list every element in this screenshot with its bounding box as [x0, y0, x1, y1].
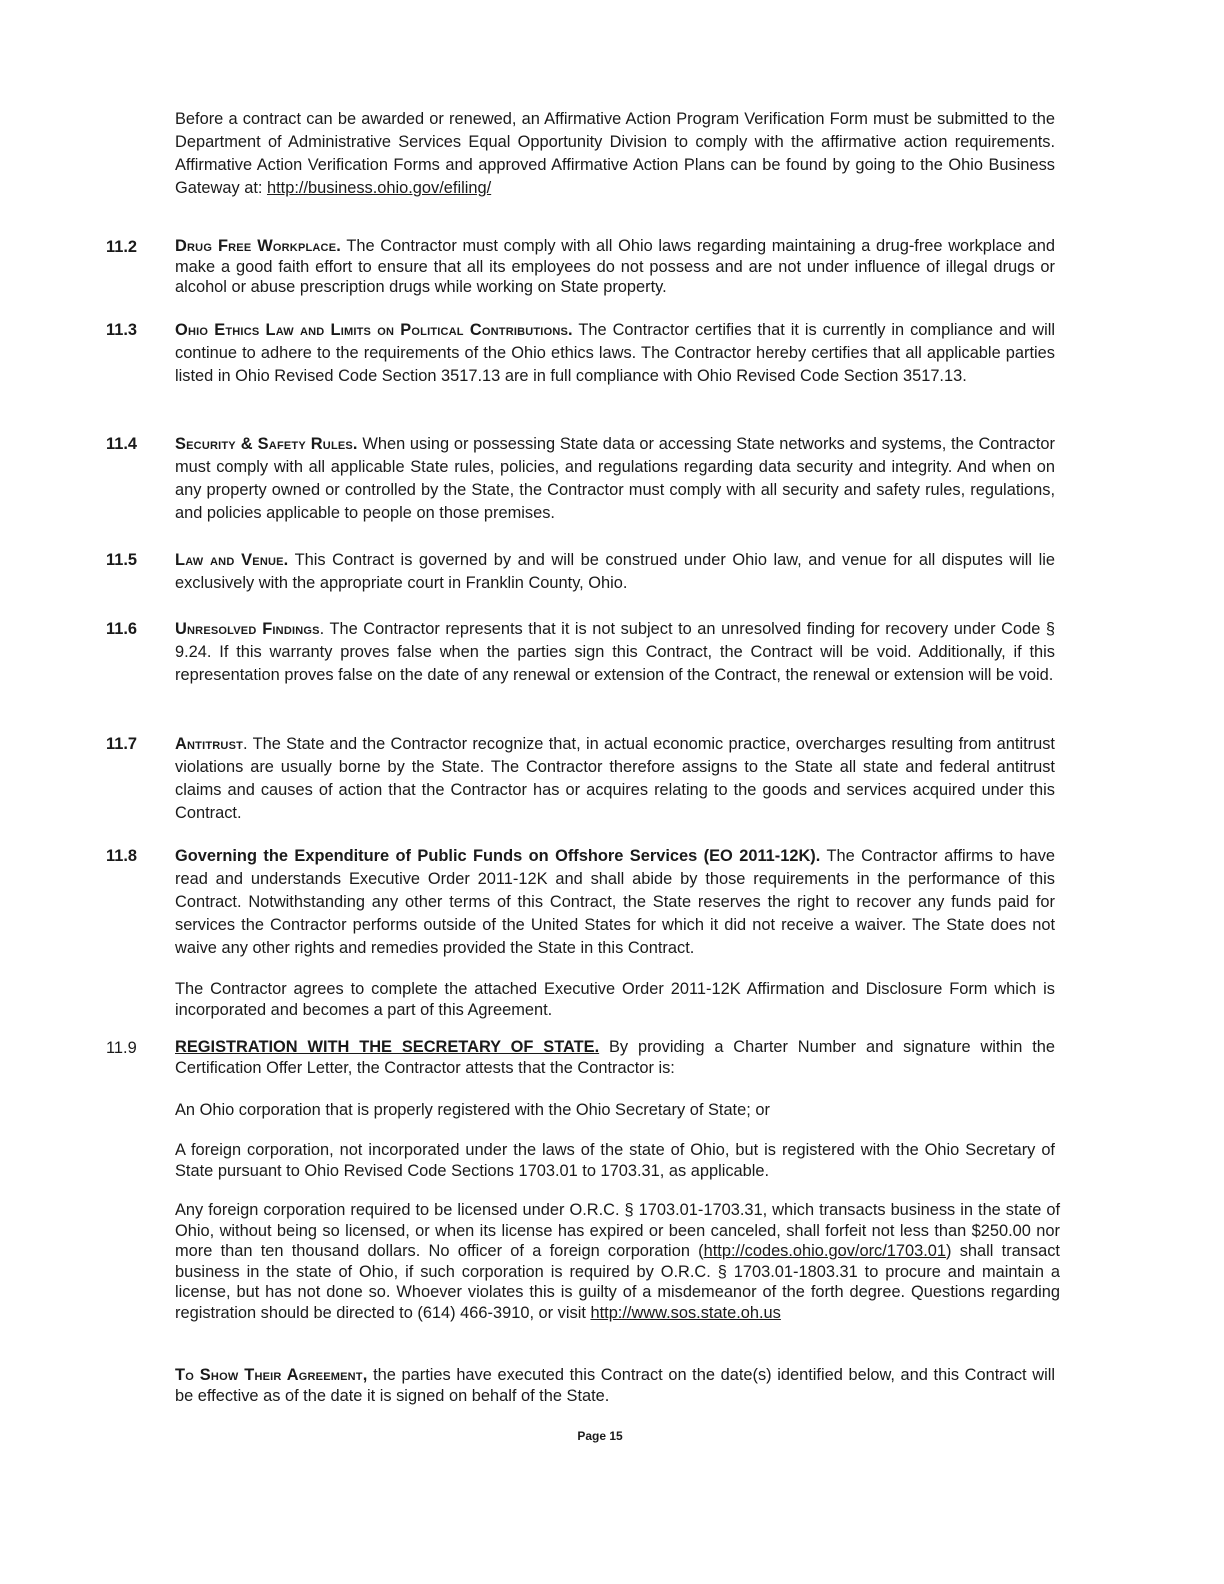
section-title: Unresolved Findings	[175, 620, 320, 638]
intro-paragraph: Before a contract can be awarded or renewed, an Affirmative Action Program Verification Form must be submitted to the Department of Administrative Services Equal Opportunity Division to comply with the affirmative action requirements. Affirmative Action Verification Forms and approved Affirmative Action Plans can be found by going to the Ohio Business Gateway at: http://business.ohio.gov/efiling/	[175, 110, 1055, 197]
section-title: REGISTRATION WITH THE SECRETARY OF STATE.	[175, 1038, 600, 1056]
section-11-4: Security & Safety Rules. When using or possessing State data or accessing State networks and systems, the Contractor must comply with all applicable State rules, policies, and regulations regarding data security and integrity. And when on any property owned or controlled by the State, the Contractor must comply with all security and safety rules, regulations, and policies applicable to people on those premises.	[175, 435, 1055, 522]
section-11-3: Ohio Ethics Law and Limits on Political Contributions. The Contractor certifies that it is currently in compliance and will continue to adhere to the requirements of the Ohio ethics laws. The Contractor hereby certifies that all applicable parties listed in Ohio Revised Code Section 3517.13 are in full compliance with Ohio Revised Code Section 3517.13.	[175, 321, 1055, 385]
section-number-11-4: 11.4	[106, 435, 137, 453]
section-title: Antitrust	[175, 735, 244, 753]
orc-1703-link[interactable]: http://codes.ohio.gov/orc/1703.01	[703, 1242, 947, 1260]
section-11-6: Unresolved Findings. The Contractor represents that it is not subject to an unresolved finding for recovery under Code § 9.24. If this warranty proves false when the parties sign this Contract, the Contract will be void. Additionally, if this representation proves false on the date of any renewal or extension of the Contract, the renewal or extension will be void.	[175, 620, 1055, 684]
business-gateway-link[interactable]: http://business.ohio.gov/efiling/	[267, 179, 492, 197]
section-title: Drug Free Workplace.	[175, 237, 341, 255]
section-number-11-5: 11.5	[106, 551, 137, 569]
agreement-paragraph: To Show Their Agreement, the parties have executed this Contract on the date(s) identified below, and this Contract will be effective as of the date it is signed on behalf of the State.	[175, 1366, 1055, 1405]
section-title: Ohio Ethics Law and Limits on Political Contributions.	[175, 321, 573, 339]
section-title: Law and Venue.	[175, 551, 289, 569]
section-11-8: Governing the Expenditure of Public Funds on Offshore Services (EO 2011-12K). The Contractor affirms to have read and understands Executive Order 2011-12K and shall abide by those requirements in the performance of this Contract. Notwithstanding any other terms of this Contract, the State reserves the right to recover any funds paid for services the Contractor performs outside of the United States for which it did not receive a waiver. The State does not waive any other rights and remedies provided the State in this Contract.	[175, 847, 1056, 957]
agreement-title: To Show Their Agreement,	[175, 1366, 368, 1384]
section-number-11-8: 11.8	[106, 847, 137, 865]
section-11-7: Antitrust. The State and the Contractor recognize that, in actual economic practice, overcharges resulting from antitrust violations are usually borne by the State. The Contractor therefore assigns to the State all state and federal antitrust claims and causes of action that the Contractor has or acquires relating to the goods and services acquired under this Contract.	[175, 735, 1055, 822]
section-11-8-paragraph-2: The Contractor agrees to complete the attached Executive Order 2011-12K Affirmation and Disclosure Form which is incorporated and becomes a part of this Agreement.	[175, 980, 1055, 1019]
section-11-9-paragraph-3: A foreign corporation, not incorporated under the laws of the state of Ohio, but is registered with the Ohio Secretary of State pursuant to Ohio Revised Code Sections 1703.01 to 1703.31, as applicable.	[175, 1141, 1055, 1180]
section-11-9: REGISTRATION WITH THE SECRETARY OF STATE. By providing a Charter Number and signature within the Certification Offer Letter, the Contractor attests that the Contractor is:	[175, 1038, 1055, 1077]
page-number: Page 15	[577, 1429, 623, 1443]
section-number-11-7: 11.7	[106, 735, 137, 753]
sos-website-link[interactable]: http://www.sos.state.oh.us	[590, 1303, 781, 1322]
section-11-5: Law and Venue. This Contract is governed by and will be construed under Ohio law, and venue for all disputes will lie exclusively with the appropriate court in Franklin County, Ohio.	[175, 551, 1055, 592]
section-number-11-2: 11.2	[106, 238, 137, 256]
section-number-11-3: 11.3	[106, 321, 137, 339]
section-number-11-6: 11.6	[106, 620, 137, 638]
section-11-2: Drug Free Workplace. The Contractor must comply with all Ohio laws regarding maintaining a drug-free workplace and make a good faith effort to ensure that all its employees do not possess and are not under influence of illegal drugs or alcohol or abuse prescription drugs while working on State property.	[175, 237, 1055, 296]
section-11-9-paragraph-2: An Ohio corporation that is properly registered with the Ohio Secretary of State; or	[175, 1101, 770, 1119]
section-title: Security & Safety Rules.	[175, 435, 358, 453]
section-11-9-paragraph-4: Any foreign corporation required to be licensed under O.R.C. § 1703.01-1703.31, which transacts business in the state of Ohio, without being so licensed, or when its license has expired or been canceled, shall forfeit not less than $250.00 nor more than ten thousand dollars. No officer of a foreign corporation (http://codes.ohio.gov/orc/1703.01) shall transact business in the state of Ohio, if such corporation is required by O.R.C. § 1703.01-1803.31 to procure and maintain a license, but has not done so. Whoever violates this is guilty of a misdemeanor of the forth degree. Questions regarding registration should be directed to (614) 466-3910, or visit http://www.sos.state.oh.us	[175, 1201, 1060, 1322]
section-number-11-9: 11.9	[106, 1039, 137, 1057]
section-title: Governing the Expenditure of Public Funds on Offshore Services (EO 2011-12K).	[175, 847, 821, 865]
